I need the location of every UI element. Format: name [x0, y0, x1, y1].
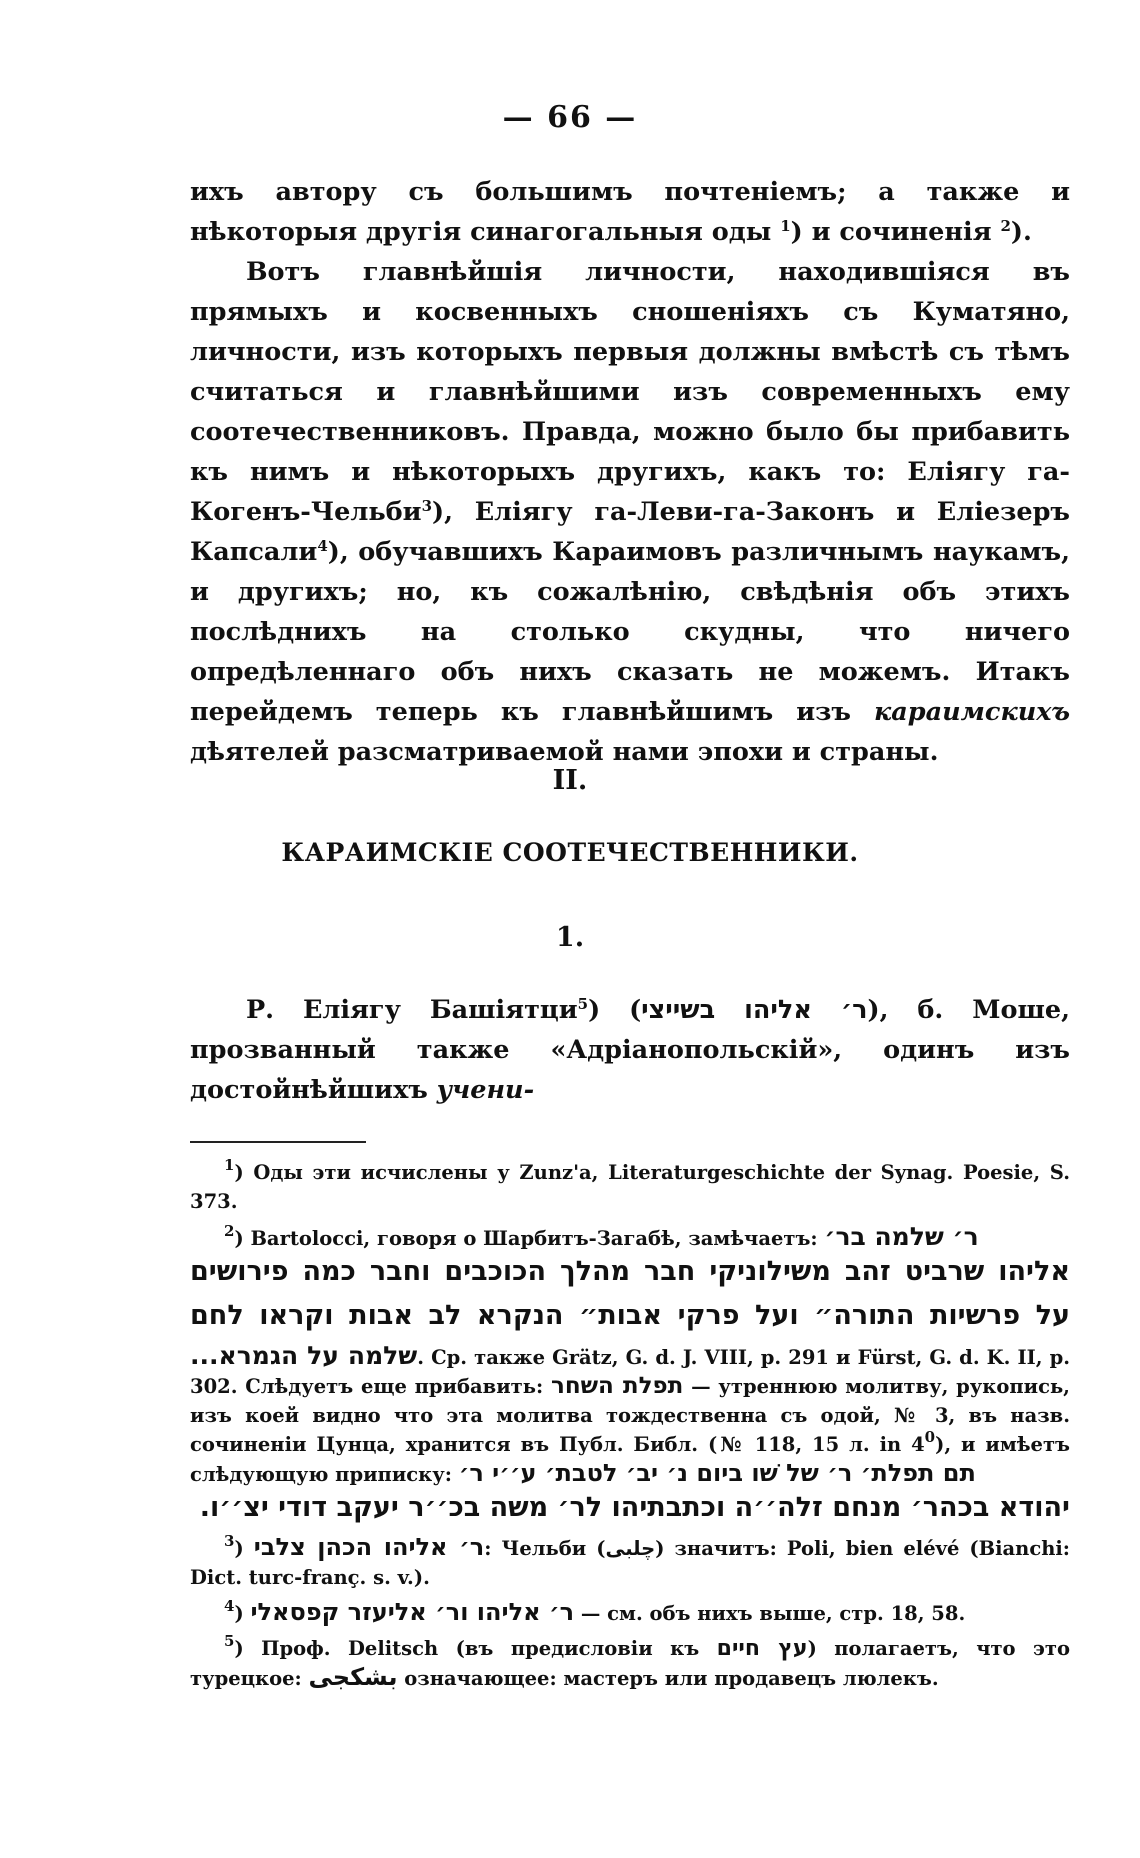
hebrew-inline: עץ חיים — [716, 1636, 808, 1661]
main-text — [190, 172, 1070, 772]
subsection-number: 1. — [555, 922, 585, 953]
hebrew-inline: ר׳ שלמה בר׳ — [824, 1222, 979, 1251]
footnote-ref-3[interactable]: 3 — [421, 497, 433, 515]
hebrew-inline: תם תפלת׳ ר׳ של שׁו ביום נ׳ יב׳ לטבת׳ ע׳׳י ר׳ — [458, 1459, 976, 1487]
footnote-ref-2[interactable]: 2 — [1000, 217, 1011, 235]
hebrew-inline: שלמה על הגמרא... — [190, 1341, 418, 1370]
hebrew-name: ר׳ אליהו בשייצי — [641, 995, 868, 1025]
arabic-inline: چلبی — [605, 1537, 656, 1560]
page-number: — 66 — — [502, 100, 638, 135]
paragraph-main: Вотъ главнѣйшія личности, находившіяся въ прямыхъ и косвенныхъ сношеніяхъ съ Куматяно, личности, изъ которыхъ первыя должны вмѣстѣ съ тѣмъ считаться и главнѣйшими изъ современныхъ ему соотечественниковъ. Правда, можно было бы прибавить къ нимъ и нѣкоторыхъ другихъ, какъ то: Еліягу га-Когенъ-Чельби$^3$), Еліягу га-Леви-га-Законъ и Еліезеръ Капсали$^4$), обучавшихъ Караимовъ различнымъ наукамъ, и другихъ; но, къ сожалѣнію, свѣдѣнія объ этихъ послѣднихъ на столько скудны, что ничего опредѣленнаго объ нихъ сказать не можемъ. Итакъ перейдемъ теперь къ главнѣйшимъ изъ караимскихъ дѣятелей разсматриваемой нами эпохи и страны. — [190, 257, 1070, 767]
paragraph-continuation: ихъ автору съ большимъ почтеніемъ; а также и нѣкоторыя другія синагогальныя оды $^1$) и сочиненія $^2$). — [190, 177, 1070, 247]
footnote-3: $^3$) ר׳ אליהו הכהן צלבי: Чельби (چلبی) значитъ: Poli, bien elévé (Bianchi: Dict. turc-franç. s. v.). — [190, 1532, 1071, 1589]
italic-emphasis: караимскихъ — [874, 697, 1070, 727]
footnote-ref-4[interactable]: 4 — [317, 537, 328, 555]
section-title: КАРАИМСКІЕ СООТЕЧЕСТВЕННИКИ. — [281, 838, 859, 867]
biography-paragraph: Р. Еліягу Башіятци$^5$) (ר׳ אליהו בשייצי), б. Моше, прозванный также «Адріанопольскій», одинъ изъ достойнѣйшихъ учени- — [190, 995, 1070, 1105]
hebrew-line: יהודא בכהר׳ מנחם זלה׳׳ה וכתבתיהו לר׳ משה בכ׳׳ר יעקב דודי יצ׳׳ו. — [199, 1492, 1070, 1523]
hebrew-line: אליהו שרביט זהב משילוניקי חבר מהלך הכוכבים וחבר כמה פירושים — [190, 1256, 1070, 1287]
footnote-ref-1[interactable]: 1 — [780, 217, 791, 235]
italic-hyphenated: учени- — [436, 1075, 535, 1105]
footnote-2: $^2$) Bartolocci, говоря о Шарбитъ-Загабѣ, замѣчаетъ: ר׳ שלמה בר׳ אליהו שרביט זהב משילוניקי חבר מהלך הכוכבים וחבר כמה פירושים על פרשיות התורה״ ועל פרקי אבות״ הנקרא לב אבות וקראו לחם שלמה על הגמרא.... Ср. также Grätz, G. d. J. VIII, p. 291 и Fürst, G. d. K. II, p. 302. Слѣдуетъ еще прибавить: תפלת השחר — утреннюю молитву, рукопись, изъ коей видно что эта молитва тождественна съ одой, № 3, въ назв. сочиненіи Цунца, хранится въ Публ. Библ. (№ 118, 15 л. in $4^0$), и имѣетъ слѣдующую приписку: תם תפלת׳ ר׳ של שׁו ביום נ׳ יב׳ לטבת׳ ע׳׳י ר׳ יהודא בכהר׳ מנחם זלה׳׳ה וכתבתיהו לר׳ משה בכ׳׳ר יעקב דודי יצ׳׳ו. — [190, 1222, 1070, 1527]
footnotes — [190, 1158, 1070, 1699]
hebrew-inline: ר׳ אליהו הכהן צלבי — [253, 1533, 485, 1561]
hebrew-inline: תפלת השחר — [550, 1373, 684, 1399]
hebrew-inline: ר׳ אליהו ור׳ אליעזר קפסאלי — [250, 1598, 575, 1626]
arabic-inline: بشكجى — [308, 1663, 398, 1691]
footnote-4: $^4$) ר׳ אליהו ור׳ אליעזר קפסאלי — см. объ нихъ выше, стр. 18, 58. — [224, 1597, 966, 1626]
hebrew-line: על פרשיות התורה״ ועל פרקי אבות״ הנקרא לב אבות וקראו לחם — [190, 1300, 1070, 1331]
footnote-5: $^5$) Проф. Delitsch (въ предисловіи къ עץ חיים) полагаетъ, что это турецкое: بشكجى означающее: мастеръ или продавецъ люлекъ. — [190, 1632, 1070, 1691]
footnote-divider — [190, 1141, 366, 1143]
section-number: II. — [552, 765, 588, 796]
footnote-1: $^1$) Оды эти исчислены у Zunz'а, Literaturgeschichte der Synag. Poesie, S. 373. — [190, 1156, 1070, 1213]
footnote-ref-5[interactable]: 5 — [577, 995, 589, 1013]
